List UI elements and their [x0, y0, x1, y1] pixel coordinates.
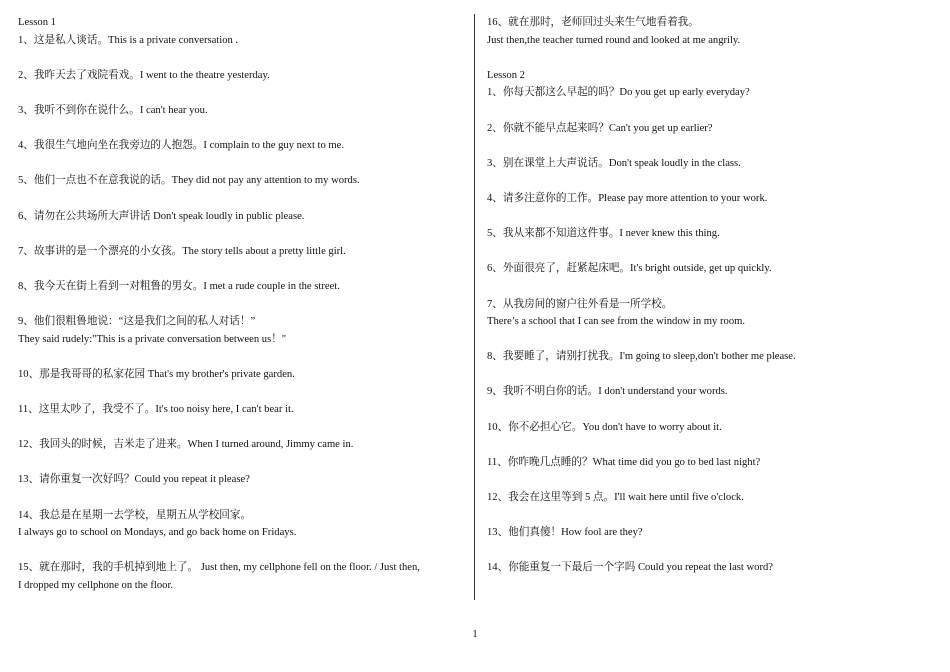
page-number: 1: [472, 629, 478, 640]
blank-line: [18, 190, 468, 208]
sentence-line: There’s a school that I can see from the window in my room.: [487, 316, 746, 328]
sentence-item: [487, 454, 932, 472]
blank-line: [487, 507, 932, 525]
sentence-line: 1、你每天都这么早起的吗？Do you get up early everyday?: [487, 87, 750, 99]
sentence-item: [18, 172, 468, 190]
blank-line: [487, 102, 932, 120]
sentence-line: 3、我听不到你在说什么。I can't hear you.: [18, 104, 208, 116]
blank-line: [18, 383, 468, 401]
sentence-item: [18, 243, 468, 261]
right-column: [487, 14, 932, 577]
sentence-line: 9、我听不明白你的话。I don't understand your words.: [487, 386, 728, 398]
sentence-line: 13、请你重复一次好吗？Could you repeat it please?: [18, 474, 250, 486]
blank-line: [18, 489, 468, 507]
sentence-item: [18, 137, 468, 155]
blank-line: [18, 155, 468, 173]
sentence-item: [18, 507, 468, 542]
lesson-heading: Lesson 1: [18, 17, 56, 28]
blank-line: [487, 137, 932, 155]
sentence-item: [18, 102, 468, 120]
sentence-item: [487, 14, 932, 49]
sentence-item: [487, 559, 932, 577]
sentence-item: [487, 489, 932, 507]
sentence-item: [487, 524, 932, 542]
sentence-line: I always go to school on Mondays, and go back home on Fridays.: [18, 527, 297, 539]
sentence-item: [18, 313, 468, 348]
sentence-item: [487, 84, 932, 102]
blank-line: [487, 172, 932, 190]
blank-line: [18, 49, 468, 67]
sentence-line: I dropped my cellphone on the floor.: [18, 580, 174, 591]
sentence-line: 4、请多注意你的工作。Please pay more attention to your work.: [487, 192, 768, 204]
sentence-line: 15、就在那时，我的手机掉到地上了。 Just then, my cellphone fell on the floor. / Just then,: [18, 562, 420, 574]
blank-line: [487, 366, 932, 384]
sentence-line: 5、我从来都不知道这件事。I never knew this thing.: [487, 228, 720, 240]
sentence-line: They said rudely:"This is a private conversation between us！": [18, 333, 287, 345]
sentence-item: [18, 436, 468, 454]
sentence-item: [487, 419, 932, 437]
blank-line: [18, 84, 468, 102]
sentence-item: [487, 383, 932, 401]
sentence-line: 2、我昨天去了戏院看戏。I went to the theatre yesterday.: [18, 69, 270, 81]
blank-line: [487, 542, 932, 560]
blank-line: [18, 296, 468, 314]
sentence-item: [18, 559, 468, 594]
blank-line: [18, 454, 468, 472]
sentence-line: 10、那是我哥哥的私家花园 That's my brother's private garden.: [18, 368, 295, 380]
sentence-item: [18, 32, 468, 50]
blank-line: [487, 278, 932, 296]
sentence-item: [18, 67, 468, 85]
sentence-item: [18, 278, 468, 296]
sentence-line: 4、我很生气地向坐在我旁边的人抱怨。I complain to the guy next to me.: [18, 140, 345, 152]
blank-line: [18, 419, 468, 437]
sentence-item: [487, 296, 932, 331]
sentence-line: 7、故事讲的是一个漂亮的小女孩。The story tells about a pretty little girl.: [18, 245, 346, 257]
blank-line: [18, 120, 468, 138]
sentence-line: 16、就在那时，老师回过头来生气地看着我。: [487, 17, 699, 28]
sentence-item: [487, 155, 932, 173]
sentence-line: 13、他们真傻！How fool are they?: [487, 527, 643, 539]
blank-line: [487, 401, 932, 419]
sentence-item: [18, 366, 468, 384]
sentence-line: 14、我总是在星期一去学校，星期五从学校回家。: [18, 509, 252, 521]
sentence-line: 8、我要睡了，请别打扰我。I'm going to sleep,don't bother me please.: [487, 351, 796, 363]
sentence-line: 6、外面很亮了，赶紧起床吧。It's bright outside, get up quickly.: [487, 263, 772, 275]
blank-line: [487, 331, 932, 349]
lesson-heading: Lesson 2: [487, 69, 525, 81]
sentence-line: 5、他们一点也不在意我说的话。They did not pay any attention to my words.: [18, 175, 360, 187]
sentence-line: 12、我会在这里等到 5 点。I'll wait here until five o'clock.: [487, 492, 744, 504]
sentence-item: [487, 225, 932, 243]
sentence-line: 8、我今天在街上看到一对粗鲁的男女。I met a rude couple in the street.: [18, 280, 340, 292]
sentence-item: [487, 120, 932, 138]
blank-line: [18, 260, 468, 278]
left-column: [18, 14, 468, 595]
sentence-line: 2、你就不能早点起来吗？Can't you get up earlier?: [487, 122, 713, 134]
blank-line: [18, 542, 468, 560]
sentence-line: 10、你不必担心它。You don't have to worry about it.: [487, 421, 722, 433]
sentence-line: 9、他们很粗鲁地说：“这是我们之间的私人对话！”: [18, 316, 256, 328]
sentence-item: [18, 208, 468, 226]
blank-line: [487, 208, 932, 226]
sentence-item: [487, 190, 932, 208]
sentence-item: [18, 401, 468, 419]
blank-line: [18, 225, 468, 243]
blank-line: [487, 243, 932, 261]
blank-line: [487, 436, 932, 454]
sentence-item: [487, 348, 932, 366]
sentence-item: [487, 260, 932, 278]
blank-line: [487, 471, 932, 489]
sentence-item: [18, 471, 468, 489]
sentence-line: 3、别在课堂上大声说话。Don't speak loudly in the class.: [487, 157, 741, 169]
sentence-line: 14、你能重复一下最后一个字吗 Could you repeat the last word?: [487, 562, 773, 574]
sentence-line: 7、从我房间的窗户往外看是一所学校。: [487, 298, 673, 310]
sentence-line: 11、这里太吵了，我受不了。It's too noisy here, I can't bear it.: [18, 404, 294, 416]
sentence-line: 6、请勿在公共场所大声讲话 Don't speak loudly in public please.: [18, 210, 305, 222]
sentence-line: 11、你昨晚几点睡的？What time did you go to bed last night?: [487, 456, 761, 468]
sentence-line: 12、我回头的时候，吉米走了进来。When I turned around, Jimmy came in.: [18, 439, 354, 451]
column-divider: [474, 14, 475, 600]
blank-line: [487, 49, 932, 67]
blank-line: [18, 348, 468, 366]
sentence-line: Just then,the teacher turned round and looked at me angrily.: [487, 34, 741, 46]
sentence-line: 1、这是私人谈话。This is a private conversation .: [18, 34, 239, 46]
